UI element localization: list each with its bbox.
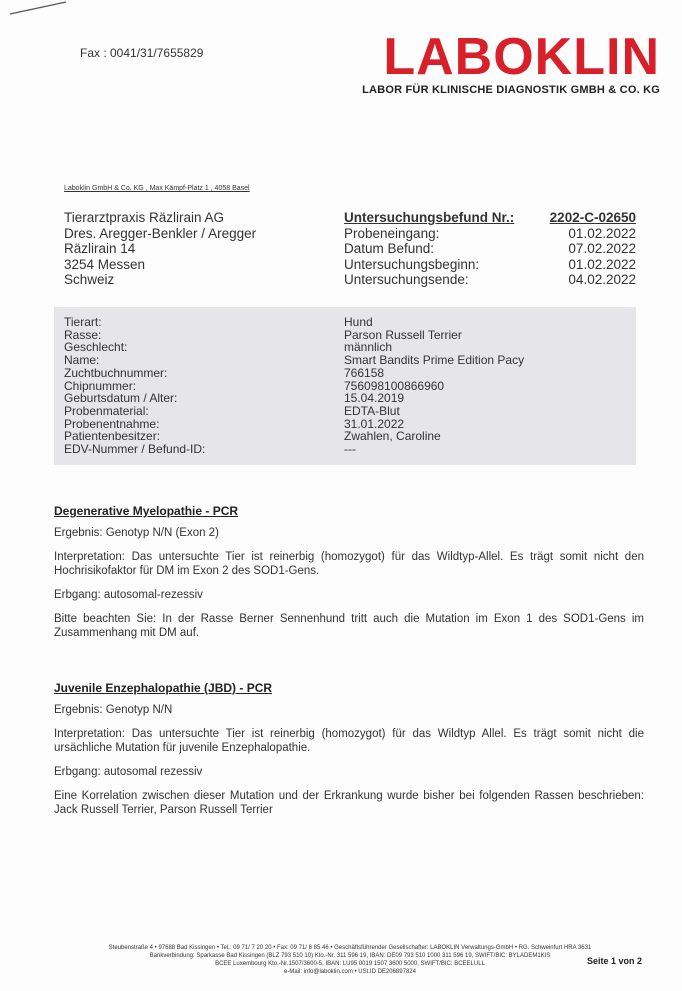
field-label: Probenentnahme: <box>64 416 160 431</box>
field-value: 15.04.2019 <box>344 391 405 406</box>
date-value: 07.02.2022 <box>568 241 636 256</box>
report-number-row <box>344 210 636 226</box>
date-value: 04.02.2022 <box>568 272 636 287</box>
date-label: Probeneingang: <box>344 225 440 241</box>
result-section-dm <box>54 504 644 650</box>
field-label: Tierart: <box>64 315 102 329</box>
laboklin-logo <box>362 28 660 96</box>
logo-wordmark: LABOKLIN <box>383 28 660 86</box>
result-section-jbd <box>54 681 644 827</box>
patient-field-values <box>344 316 524 456</box>
field-value: Smart Bandits Prime Edition Pacy <box>344 353 525 368</box>
page-number: Seite 1 von 2 <box>586 956 642 966</box>
fax-number: Fax : 0041/31/7655829 <box>80 46 204 60</box>
logo-subtitle: LABOR FÜR KLINISCHE DIAGNOSTIK GMBH & CO. KG <box>362 84 660 96</box>
date-value: 01.02.2022 <box>568 225 636 241</box>
footer-line: BCEE Luxembourg Kto.-Nr.1507/3600-5, IBAN: LU95 0019 1507 3600 5000, SWIFT/BIC: BCEELULL <box>215 961 485 967</box>
date-label: Untersuchungsbeginn: <box>344 256 480 272</box>
recipient-line: Räzlirain 14 <box>64 241 136 256</box>
field-value: EDTA-Blut <box>344 403 400 418</box>
recipient-line: 3254 Messen <box>64 256 146 272</box>
field-label: Geschlecht: <box>64 340 128 355</box>
sender-address-line: Laboklin GmbH & Co. KG , Max Kämpf-Platz 1 , 4058 Basel <box>64 185 250 192</box>
recipient-line: Schweiz <box>64 272 115 287</box>
field-label: EDV-Nummer / Befund-ID: <box>64 442 206 457</box>
page-footer <box>60 944 640 976</box>
report-number-label: Untersuchungsbefund Nr.: <box>344 210 515 225</box>
note-text: Bitte beachten Sie: In der Rasse Berner Sennenhund tritt auch die Mutation im Exon 1 des SOD1-Gens im Zusammenhang mit DM auf. <box>54 613 644 639</box>
recipient-line: Dres. Aregger-Benkler / Aregger <box>64 225 257 241</box>
date-label: Datum Befund: <box>344 241 435 256</box>
footer-line: Steubenstraße 4 • 97688 Bad Kissingen • Tel.: 09 71/ 7 20 20 • Fax: 09 71/ 6 85 46 • Geschäftsführender Gesellschafter: LABOKLIN Verwaltungs-GmbH • RG. Schweinfurt HRA 3631 <box>108 945 592 951</box>
field-value: Parson Russell Terrier <box>344 327 462 342</box>
interpretation-text: Interpretation: Das untersuchte Tier ist reinerbig (homozygot) für das Wildtyp-Allel. Es trägt somit nicht den Hochrisikofaktor für DM im Exon 2 des SOD1-Gens. <box>54 551 644 577</box>
report-date-row <box>344 241 636 257</box>
field-label: Probenmaterial: <box>64 403 149 418</box>
field-value: --- <box>344 442 356 457</box>
recipient-address <box>64 210 256 288</box>
field-label: Name: <box>64 353 100 368</box>
field-label: Zuchtbuchnummer: <box>64 365 168 380</box>
inheritance-text: Erbgang: autosomal-rezessiv <box>54 589 203 601</box>
field-label: Patientenbesitzer: <box>64 429 161 444</box>
inheritance-text: Erbgang: autosomal rezessiv <box>54 766 203 778</box>
field-label: Geburtsdatum / Alter: <box>64 391 178 406</box>
patient-field-labels <box>64 316 205 456</box>
report-date-row <box>344 257 636 273</box>
scan-pen-mark <box>8 0 68 20</box>
report-date-row <box>344 272 636 288</box>
date-label: Untersuchungsende: <box>344 272 469 287</box>
field-value: Hund <box>344 315 373 329</box>
footer-line: Bankverbindung: Sparkasse Bad Kissingen (BLZ 793 510 10) Kto.-Nr. 311 596 19, IBAN: DE09 793 510 1000 311 596 19, SWIFT/BIC: BYLADEM1KIS <box>149 953 551 959</box>
result-text: Ergebnis: Genotyp N/N <box>54 704 173 716</box>
section-title: Juvenile Enzephalopathie (JBD) - PCR <box>54 681 273 695</box>
recipient-line: Tierarztpraxis Räzlirain AG <box>64 210 225 225</box>
field-label: Chipnummer: <box>64 378 137 393</box>
field-value: 756098100866960 <box>344 378 445 393</box>
section-title: Degenerative Myelopathie - PCR <box>54 504 239 518</box>
result-text: Ergebnis: Genotyp N/N (Exon 2) <box>54 527 219 539</box>
field-value: 766158 <box>344 365 385 380</box>
date-value: 01.02.2022 <box>568 256 636 272</box>
field-label: Rasse: <box>64 327 102 342</box>
field-value: männlich <box>344 340 393 355</box>
interpretation-text: Interpretation: Das untersuchte Tier ist reinerbig (homozygot) für das Wildtyp Allel. Es trägt somit nicht die ursächliche Mutation für juvenile Enzephalopathie. <box>54 728 644 754</box>
report-date-row <box>344 226 636 242</box>
report-number: 2202-C-02650 <box>549 210 636 225</box>
note-text: Eine Korrelation zwischen dieser Mutation und der Erkrankung wurde bisher bei folgenden Rassen beschrieben: Jack Russell Terrier, Parson Russell Terrier <box>54 790 644 816</box>
report-header <box>344 210 636 288</box>
field-value: 31.01.2022 <box>344 416 405 431</box>
footer-line: e-Mail: info@laboklin.com • USt.ID DE206897824 <box>284 969 416 975</box>
field-value: Zwahlen, Caroline <box>344 429 441 444</box>
